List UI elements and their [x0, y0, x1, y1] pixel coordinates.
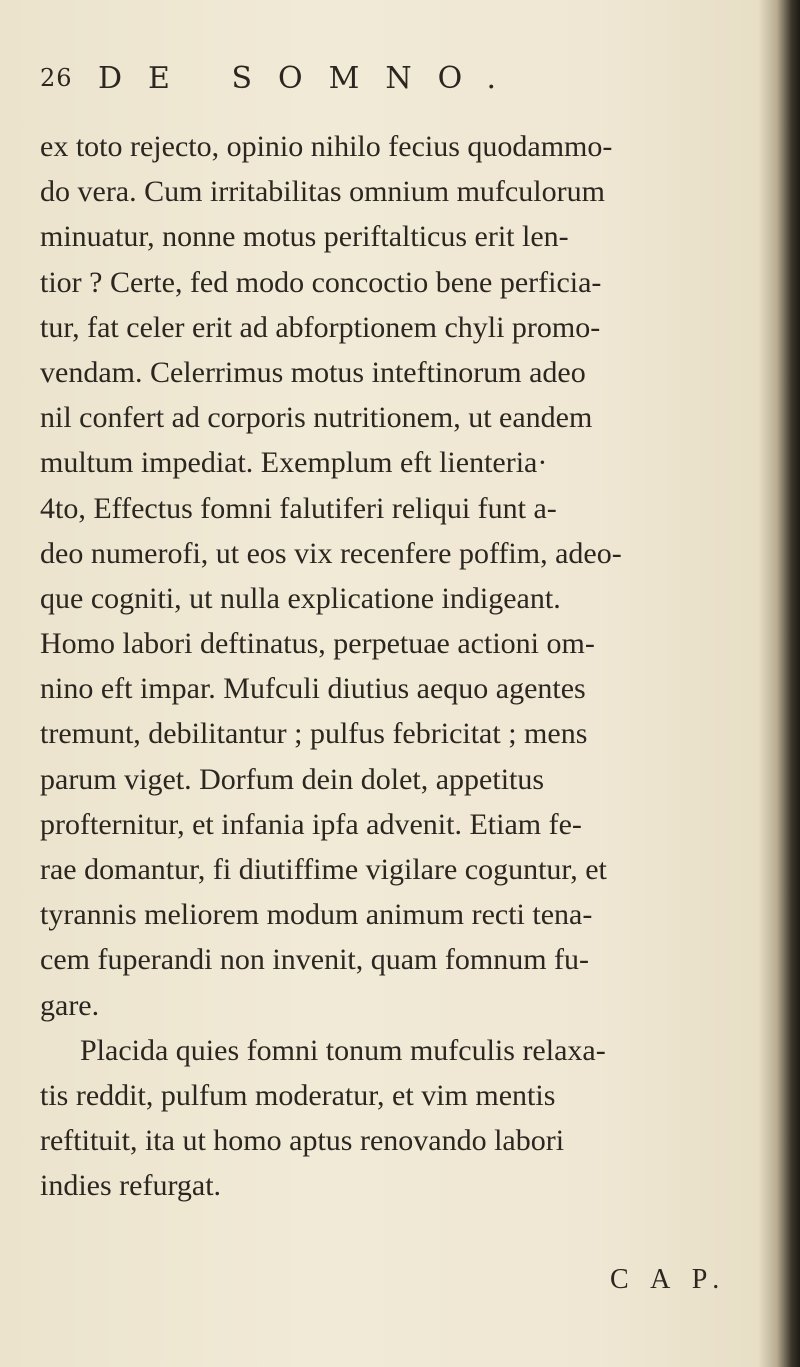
text-line: cem fuperandi non invenit, quam fomnum fu- — [40, 943, 590, 977]
text-line: vendam. Celerrimus motus inteftinorum adeo — [40, 355, 586, 389]
catchword: C A P. — [610, 1264, 728, 1295]
text-line: tremunt, debilitantur ; pulfus febricitat ; mens — [40, 717, 588, 751]
text-line: deo numerofi, ut eos vix recenfere poffim, adeo- — [40, 536, 622, 570]
body-text — [40, 124, 760, 1209]
text-line: tis reddit, pulfum moderatur, et vim mentis — [40, 1078, 556, 1112]
text-line: tior ? Certe, fed modo concoctio bene perficia- — [40, 265, 602, 299]
text-line: minuatur, nonne motus periftalticus erit len- — [40, 220, 569, 254]
text-line: do vera. Cum irritabilitas omnium mufculorum — [40, 175, 605, 209]
page-number: 26 — [40, 64, 73, 92]
binding-shadow — [758, 0, 800, 1367]
text-line: ex toto rejecto, opinio nihilo fecius quodammo- — [40, 130, 613, 163]
text-line: gare. — [40, 988, 100, 1022]
text-line: parum viget. Dorfum dein dolet, appetitus — [40, 762, 545, 796]
text-line: 4to, Effectus fomni falutiferi reliqui funt a- — [40, 491, 557, 525]
text-line: que cogniti, ut nulla explicatione indigeant. — [40, 581, 561, 615]
text-line: nino eft impar. Mufculi diutius aequo agentes — [40, 672, 586, 706]
text-line: Homo labori deftinatus, perpetuae actioni om- — [40, 627, 595, 661]
text-line: nil confert ad corporis nutritionem, ut eandem — [40, 401, 593, 435]
text-line: reftituit, ita ut homo aptus renovando labori — [40, 1124, 565, 1158]
text-line: profternitur, et infania ipfa advenit. Etiam fe- — [40, 807, 582, 841]
text-line: indies refurgat. — [40, 1169, 222, 1203]
text-line: tyrannis meliorem modum animum recti tena- — [40, 898, 593, 932]
text-line: rae domantur, fi diutiffime vigilare coguntur, et — [40, 853, 607, 886]
page-header — [40, 61, 680, 104]
running-title: DE SOMNO. — [98, 61, 522, 96]
paragraph-start-line: Placida quies fomni tonum mufculis relaxa- — [80, 1033, 606, 1067]
text-line: tur, fat celer erit ad abforptionem chyli promo- — [40, 310, 601, 344]
text-line: multum impediat. Exemplum eft lienteria· — [40, 446, 548, 480]
